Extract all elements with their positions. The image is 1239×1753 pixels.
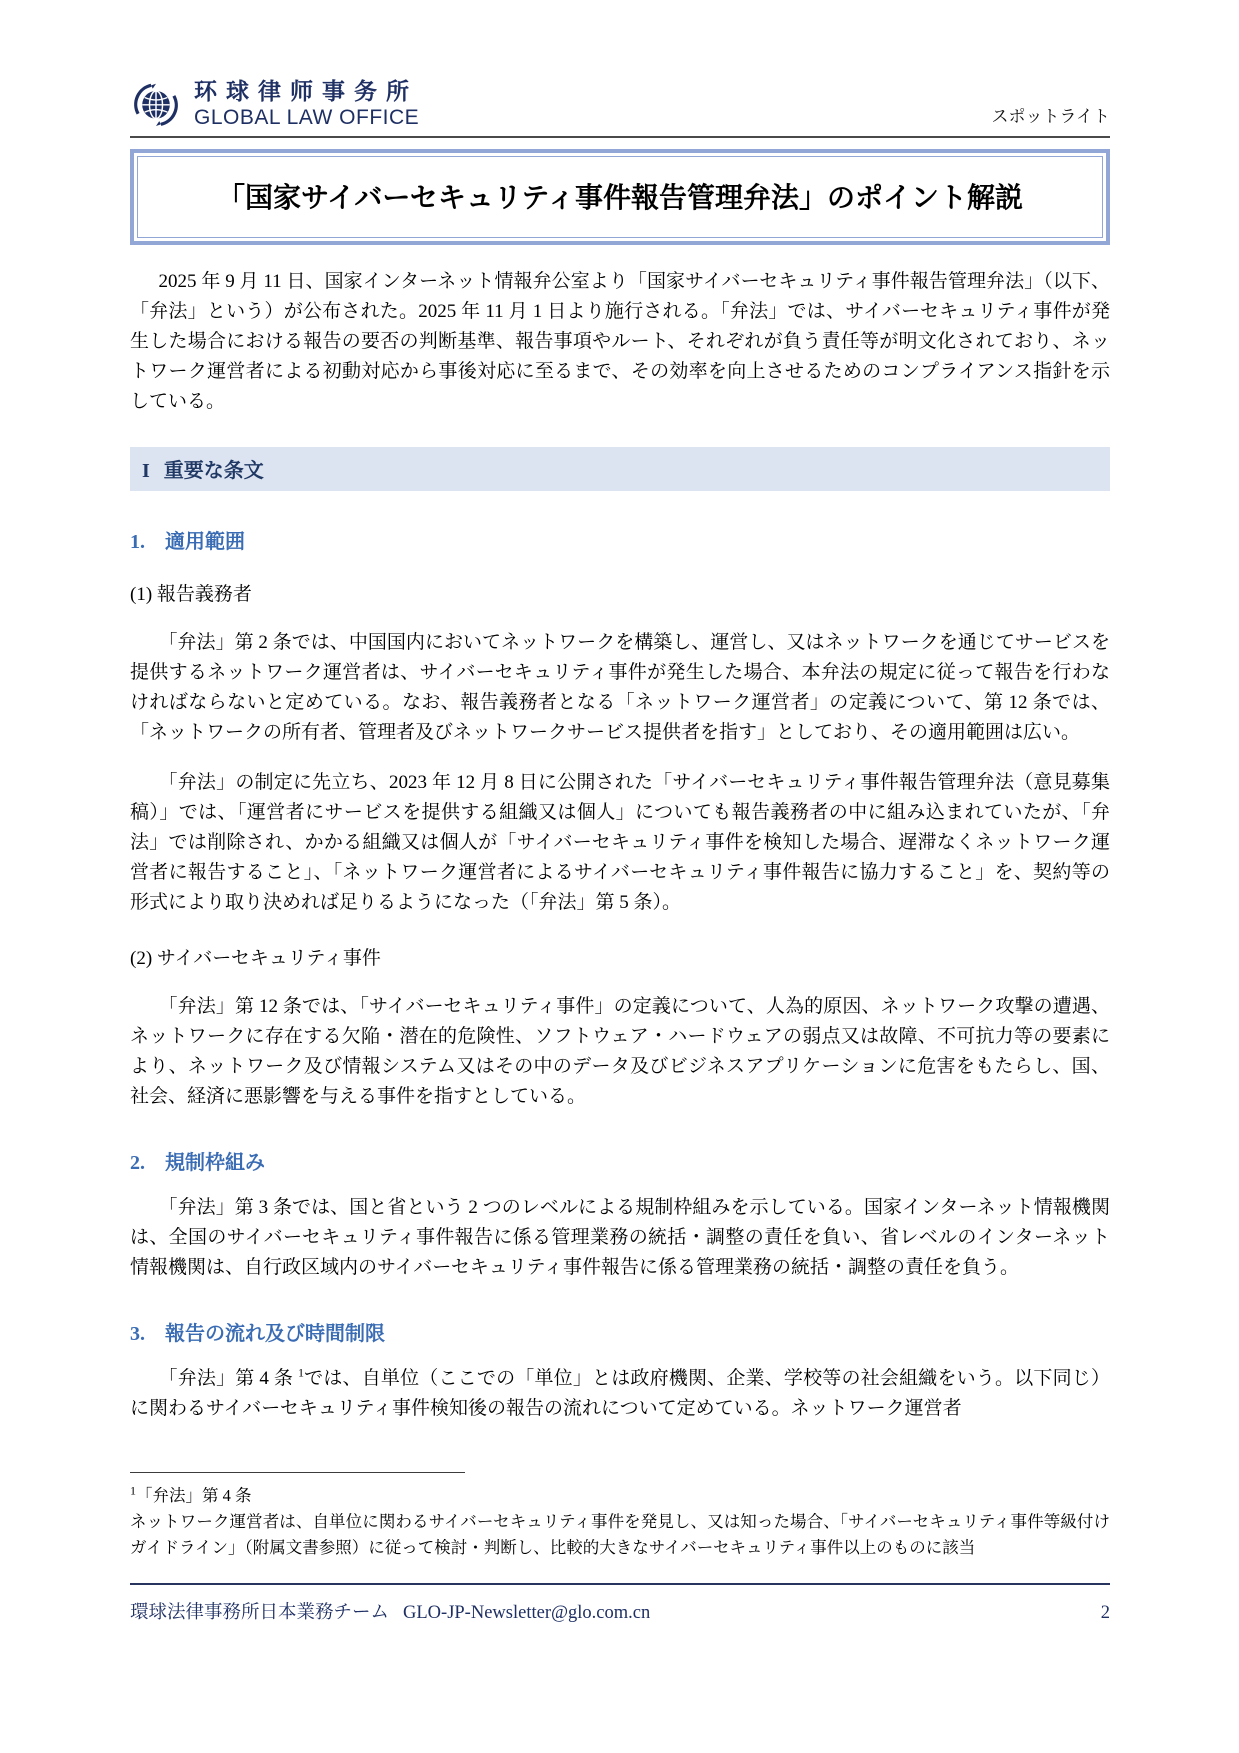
document-title: 「国家サイバーセキュリティ事件報告管理弁法」のポイント解説 <box>216 182 1024 213</box>
footer-contact <box>130 1598 650 1624</box>
section-numeral: I <box>142 460 150 483</box>
global-law-office-logo <box>130 78 419 130</box>
page-number: 2 <box>1100 1603 1110 1623</box>
footer-email: GLO-JP-Newsletter@glo.com.cn <box>403 1603 651 1623</box>
intro-paragraph: 2025 年 9 月 11 日、国家インターネット情報弁公室より「国家サイバーセキュリティ事件報告管理弁法」（以下、「弁法」という）が公布された。2025 年 11 月 1 日より施行される。「弁法」では、サイバーセキュリティ事件が発生した場合における報告の要否の判断基準、報告事項やルート、それぞれが負う責任等が明文化されており、ネットワーク運営者による初動対応から事後対応に至るまで、その効率を向上させるためのコンプライアンス指針を示している。 <box>130 271 1110 413</box>
footnote-reference-line <box>130 1483 1110 1509</box>
subheading-number: 2. <box>130 1152 145 1175</box>
subheading-number: 1. <box>130 531 145 554</box>
subheading-scope <box>130 525 1110 554</box>
logo-text <box>194 79 419 129</box>
section-label: 重要な条文 <box>163 460 264 483</box>
subheading-label: 適用範囲 <box>165 531 245 554</box>
paragraph-article4-flow <box>130 1364 1110 1424</box>
spotlight-label: スポットライト <box>991 107 1110 126</box>
title-box-inner <box>137 156 1103 238</box>
footnote-ref-text: 「弁法」第 4 条 <box>136 1486 252 1505</box>
footnote-reference-marker: 1 <box>297 1366 304 1381</box>
subheading-label: 規制枠組み <box>165 1152 265 1175</box>
page-header <box>130 78 1110 130</box>
title-box <box>130 149 1110 245</box>
footnote-block <box>130 1472 1110 1561</box>
paragraph-text: では、自単位（ここでの「単位」とは政府機関、企業、学校等の社会組織をいう。以下同じ）に関わるサイバーセキュリティ事件検知後の報告の流れについて定めている。ネットワーク運営者 <box>130 1368 1110 1420</box>
logo-english-name: GLOBAL LAW OFFICE <box>194 106 420 130</box>
globe-icon <box>130 78 182 130</box>
item-label-cybersecurity-incident: (2) サイバーセキュリティ事件 <box>130 948 381 970</box>
paragraph-text: 「弁法」第 4 条 <box>158 1368 298 1390</box>
footnote-text-line: ネットワーク運営者は、自単位に関わるサイバーセキュリティ事件を発見し、又は知った場合、「サイバーセキュリティ事件等級付けガイドライン」（附属文書参照）に従って検討・判断し、比較的大きなサイバーセキュリティ事件以上のものに該当 <box>130 1512 1110 1558</box>
section-heading-important-articles <box>130 447 1110 491</box>
header-divider <box>130 136 1110 138</box>
paragraph-draft-history: 「弁法」の制定に先立ち、2023 年 12 月 8 日に公開された「サイバーセキュリティ事件報告管理弁法（意見募集稿）」では、「運営者にサービスを提供する組織又は個人」についても報告義務者の中に組み込まれていたが、「弁法」では削除され、かかる組織又は個人が「サイバーセキュリティ事件を検知した場合、遅滞なくネットワーク運営者に報告すること」、「ネットワーク運営者によるサイバーセキュリティ事件報告に協力すること」を、契約等の形式により取り決めれば足りるようになった（「弁法」第 5 条）。 <box>130 772 1110 914</box>
paragraph-article12-definition: 「弁法」第 12 条では、「サイバーセキュリティ事件」の定義について、人為的原因、ネットワーク攻撃の遭遇、ネットワークに存在する欠陥・潜在的危険性、ソフトウェア・ハードウェアの弱点又は故障、不可抗力等の要素により、ネットワーク及び情報システム又はその中のデータ及びビジネスアプリケーションに危害をもたらし、国、社会、経済に悪影響を与える事件を指すとしている。 <box>130 996 1110 1108</box>
logo-chinese-name: 环球律师事务所 <box>194 77 418 104</box>
subheading-label: 報告の流れ及び時間制限 <box>165 1323 385 1346</box>
footnote-divider <box>130 1472 465 1473</box>
subheading-number: 3. <box>130 1323 145 1346</box>
footnote-marker: 1 <box>130 1483 136 1498</box>
page-footer <box>130 1583 1110 1624</box>
item-label-reporting-obligors: (1) 報告義務者 <box>130 584 252 606</box>
footer-team-name: 環球法律事務所日本業務チーム <box>130 1603 390 1623</box>
paragraph-article2: 「弁法」第 2 条では、中国国内においてネットワークを構築し、運営し、又はネットワークを通じてサービスを提供するネットワーク運営者は、サイバーセキュリティ事件が発生した場合、本弁法の規定に従って報告を行わなければならないと定めている。なお、報告義務者となる「ネットワーク運営者」の定義について、第 12 条では、「ネットワークの所有者、管理者及びネットワークサービス提供者を指す」としており、その適用範囲は広い。 <box>130 632 1110 744</box>
subheading-reporting-flow <box>130 1317 1110 1346</box>
subheading-regulatory-framework <box>130 1146 1110 1175</box>
paragraph-article3-framework: 「弁法」第 3 条では、国と省という 2 つのレベルによる規制枠組みを示している。国家インターネット情報機関は、全国のサイバーセキュリティ事件報告に係る管理業務の統括・調整の責任を負い、省レベルのインターネット情報機関は、自行政区域内のサイバーセキュリティ事件報告に係る管理業務の統括・調整の責任を負う。 <box>130 1197 1110 1279</box>
